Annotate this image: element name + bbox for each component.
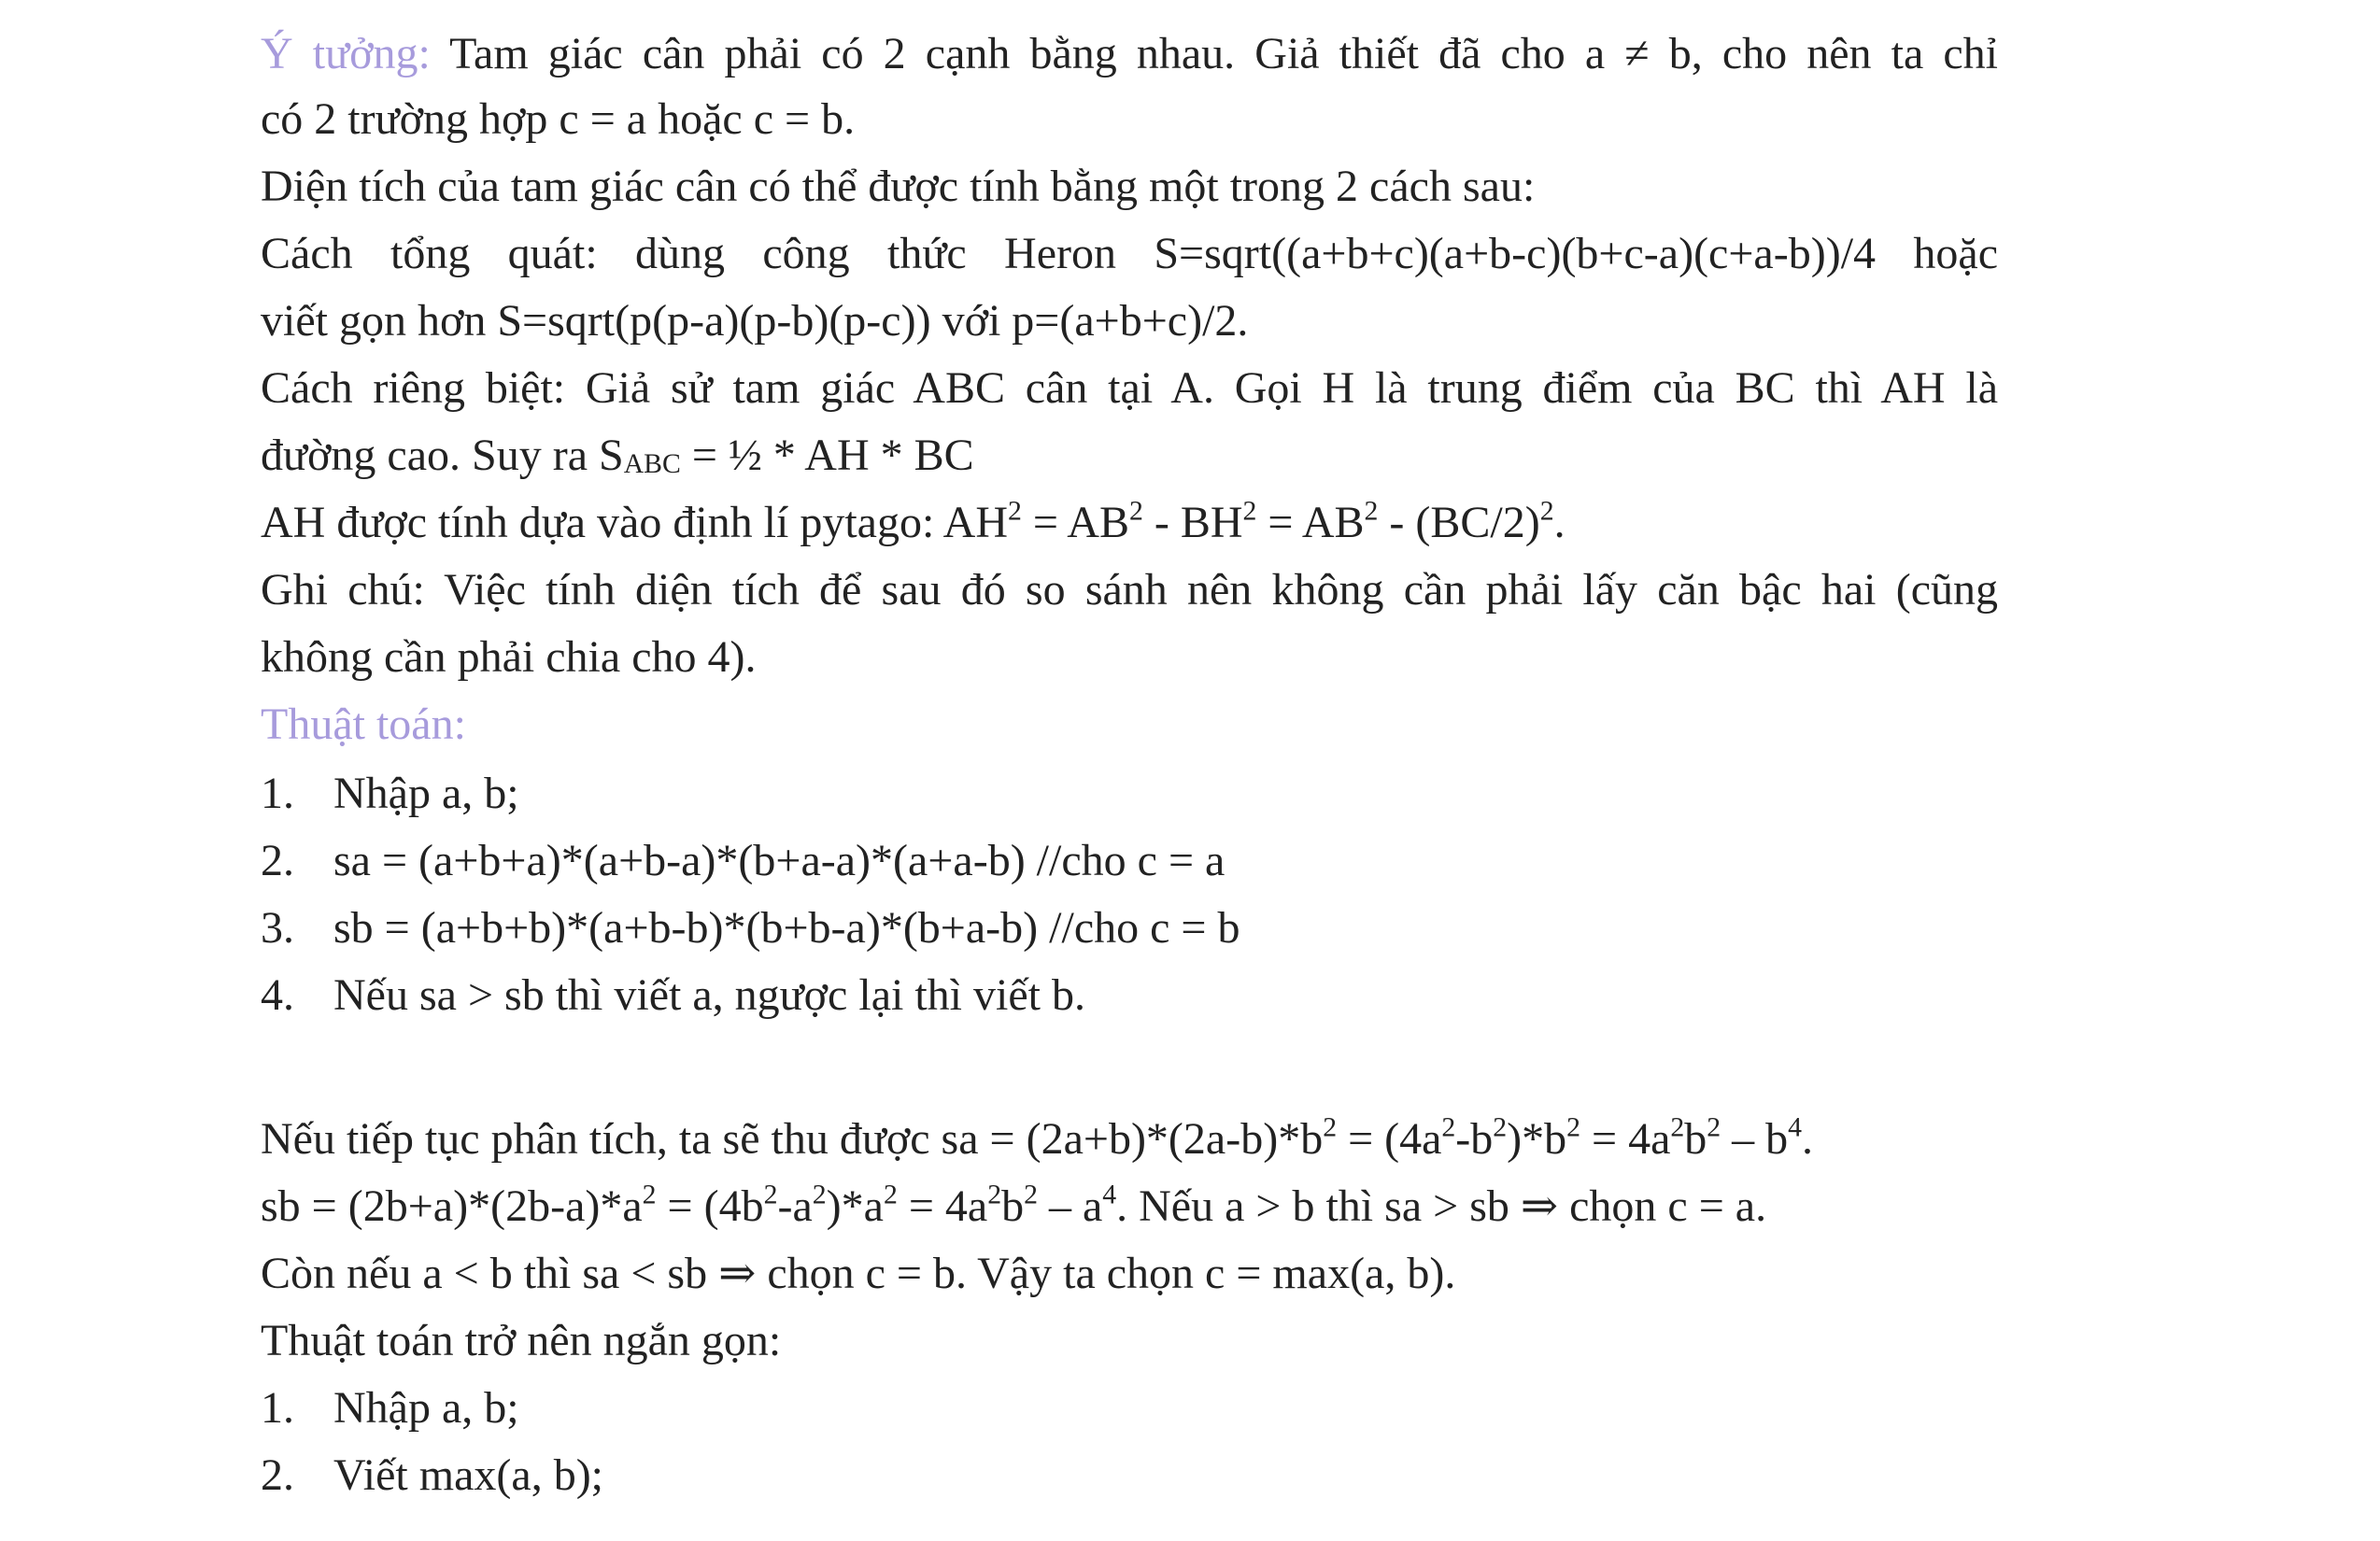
exponent: 2 [1670,1111,1685,1143]
exponent: 2 [1566,1111,1581,1143]
analysis-text: )*a [826,1181,884,1231]
specific-line-1: Cách riêng biệt: Giả sử tam giác ABC cân tại A. Gọi H là trung điểm của BC thì AH là [261,363,1998,413]
specific-text: đường cao. Suy ra S [261,431,624,480]
area-subscript: ABC [623,447,681,479]
pyth-text-3: - BH [1142,498,1243,547]
step-number: 2. [261,836,294,885]
exponent: 2 [1128,495,1143,527]
analysis-text: = (4b [656,1181,764,1231]
exponent: 2 [1707,1111,1721,1143]
exponent: 2 [763,1179,778,1210]
pythagoras-line [261,497,1565,549]
analysis-text: b [1684,1114,1707,1164]
note-line-1: Ghi chú: Việc tính diện tích để sau đó so sánh nên không cần phải lấy căn bậc hai (cũng [261,565,1998,615]
short-algorithm-label: Thuật toán trở nên ngắn gọn: [261,1316,782,1365]
analysis-line-3: Còn nếu a < b thì sa < sb ⇒ chọn c = b. Vậy ta chọn c = max(a, b). [261,1249,1456,1298]
exponent: 2 [987,1179,1002,1210]
exponent: 2 [1008,495,1022,527]
analysis-text: Nếu tiếp tục phân tích, ta sẽ thu được sa = (2a+b)*(2a-b)*b [261,1114,1324,1164]
step-number: 4. [261,970,294,1020]
idea-line-2: có 2 trường hợp c = a hoặc c = b. [261,94,856,144]
exponent: 2 [1242,495,1257,527]
general-line-2: viết gọn hơn S=sqrt(p(p-a)(p-b)(p-c)) với p=(a+b+c)/2. [261,296,1249,346]
exponent: 2 [1323,1111,1338,1143]
analysis-text: – b [1721,1114,1789,1164]
analysis-text: = 4a [1580,1114,1671,1164]
analysis-text: . [1802,1114,1814,1164]
step-number: 3. [261,903,294,953]
short-step-2 [261,1449,603,1502]
idea-label: Ý tưởng: [261,29,431,78]
specific-line-2 [261,430,974,482]
analysis-text: -b [1455,1114,1494,1164]
exponent: 4 [1788,1111,1803,1143]
analysis-line-1 [261,1113,1813,1166]
pyth-text-2: = AB [1021,498,1129,547]
exponent: 2 [642,1179,657,1210]
analysis-text: = (4a [1337,1114,1442,1164]
step-text: Viết max(a, b); [333,1450,604,1500]
algo-step-4 [261,969,1085,1022]
exponent: 2 [1364,495,1379,527]
step-number: 2. [261,1450,294,1500]
step-number: 1. [261,769,294,818]
exponent: 2 [1493,1111,1508,1143]
exponent: 2 [1539,495,1554,527]
step-text: sb = (a+b+b)*(a+b-b)*(b+b-a)*(b+a-b) //cho c = b [333,903,1240,953]
analysis-text: )*b [1507,1114,1567,1164]
exponent: 2 [1024,1179,1038,1210]
analysis-line-2 [261,1180,1766,1233]
algo-step-1 [261,768,519,820]
pyth-text-6: . [1553,498,1565,547]
step-text: Nếu sa > sb thì viết a, ngược lại thì viết b. [333,970,1085,1020]
exponent: 2 [883,1179,898,1210]
note-line-2: không cần phải chia cho 4). [261,632,757,682]
general-line-1: Cách tổng quát: dùng công thức Heron S=sqrt((a+b+c)(a+b-c)(b+c-a)(c+a-b))/4 hoặc [261,229,1998,278]
idea-text-1: Tam giác cân phải có 2 cạnh bằng nhau. Giả thiết đã cho a ≠ b, cho nên ta chỉ [449,29,1999,78]
exponent: 2 [812,1179,827,1210]
exponent: 2 [1441,1111,1456,1143]
pyth-text-1: AH được tính dựa vào định lí pytago: AH [261,498,1008,547]
step-text: Nhập a, b; [333,769,519,818]
algorithm-label: Thuật toán: [261,700,466,749]
area-formula: = ½ * AH * BC [680,431,974,480]
step-text: Nhập a, b; [333,1383,519,1433]
idea-line-1 [261,28,1998,80]
analysis-text: sb = (2b+a)*(2b-a)*a [261,1181,643,1231]
short-step-1 [261,1382,519,1435]
analysis-text: – a [1037,1181,1103,1231]
area-intro: Diện tích của tam giác cân có thể được tính bằng một trong 2 cách sau: [261,162,1536,211]
algo-step-2 [261,835,1225,887]
exponent: 4 [1102,1179,1117,1210]
step-number: 1. [261,1383,294,1433]
pyth-text-5: - (BC/2) [1378,498,1540,547]
analysis-text: . Nếu a > b thì sa > sb ⇒ chọn c = a. [1116,1181,1767,1231]
analysis-text: b [1001,1181,1025,1231]
step-text: sa = (a+b+a)*(a+b-a)*(b+a-a)*(a+a-b) //cho c = a [333,836,1225,885]
analysis-text: -a [777,1181,813,1231]
pyth-text-4: = AB [1256,498,1365,547]
analysis-text: = 4a [897,1181,988,1231]
algo-step-3 [261,902,1240,954]
